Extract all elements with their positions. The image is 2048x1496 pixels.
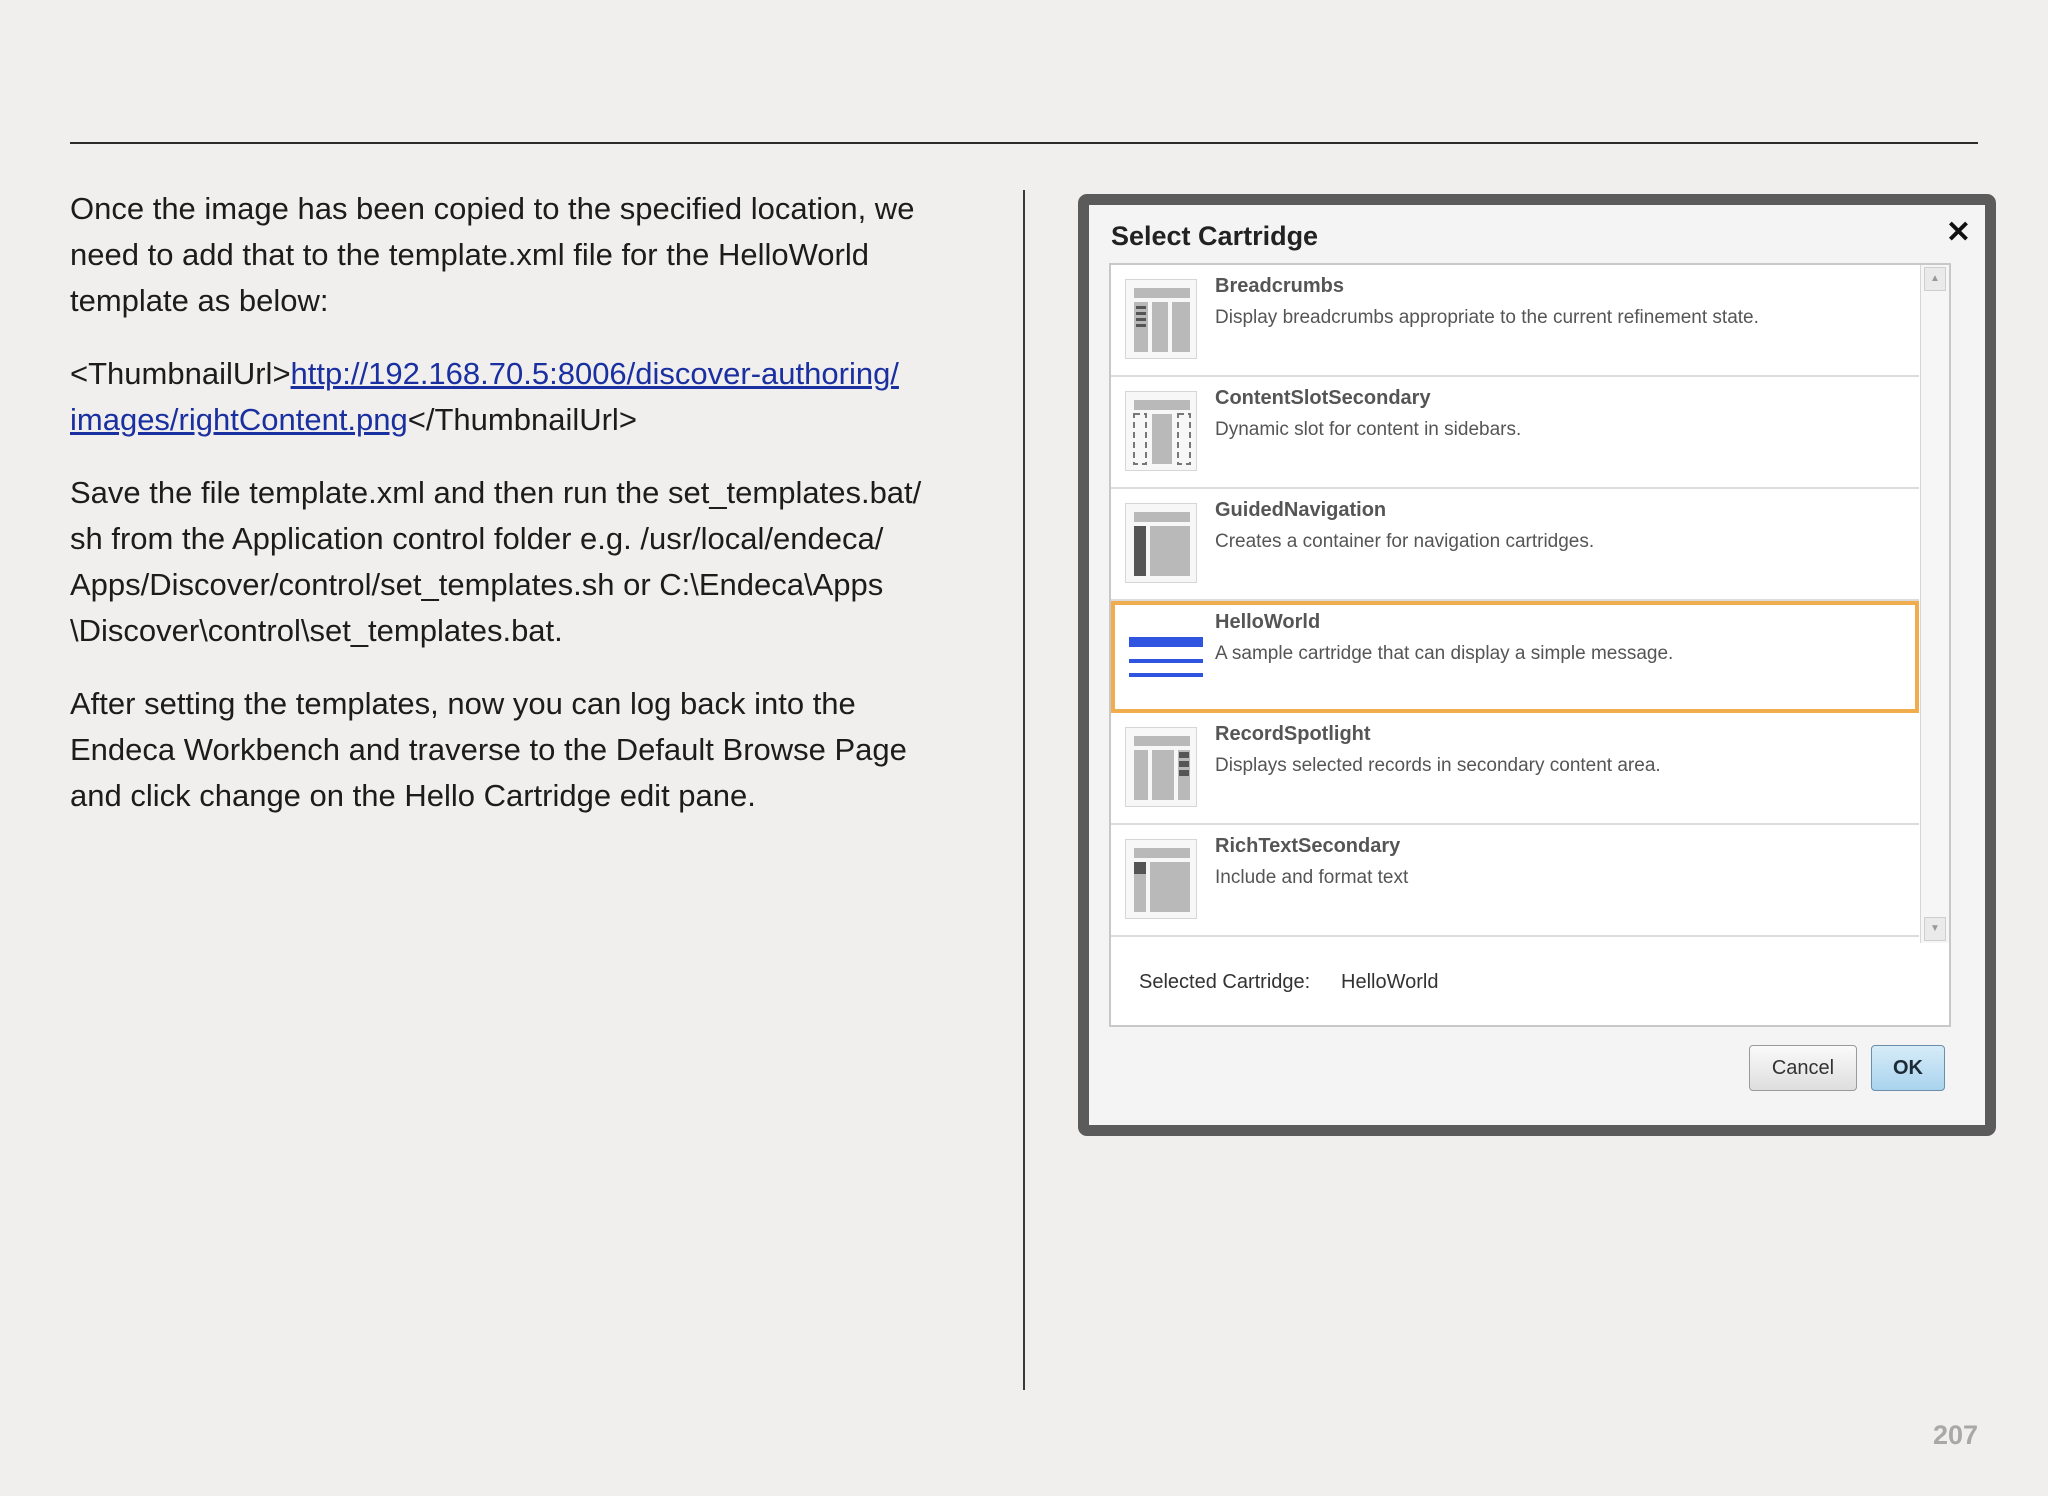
- paragraph-3: [70, 681, 970, 819]
- paragraph-line: \Discover\control\set_templates.bat.: [70, 613, 563, 648]
- cartridge-name: HelloWorld: [1215, 611, 1321, 633]
- cartridge-item-breadcrumbs[interactable]: [1111, 265, 1919, 377]
- cartridge-item-recordspotlight[interactable]: [1111, 713, 1919, 825]
- column-divider: [1023, 190, 1025, 1390]
- selected-cartridge-label: Selected Cartridge:: [1139, 971, 1311, 993]
- cartridge-name: RecordSpotlight: [1215, 723, 1371, 745]
- list-scrollbar[interactable]: [1920, 265, 1949, 943]
- cartridge-description: Dynamic slot for content in sidebars.: [1215, 419, 1522, 440]
- cartridge-description: Creates a container for navigation cartridges.: [1215, 531, 1595, 552]
- cartridge-item-richtextsecondary[interactable]: [1111, 825, 1919, 937]
- cartridge-name: GuidedNavigation: [1215, 499, 1387, 521]
- rich-text-thumbnail-icon: [1125, 839, 1197, 919]
- scroll-down-icon[interactable]: ▼: [1924, 917, 1946, 941]
- cartridge-name: ContentSlotSecondary: [1215, 387, 1431, 409]
- close-icon[interactable]: ✕: [1945, 216, 1971, 249]
- select-cartridge-dialog: [1078, 194, 1996, 1136]
- record-spotlight-thumbnail-icon: [1125, 727, 1197, 807]
- thumbnail-url-link-cont[interactable]: images/rightContent.png: [70, 402, 408, 437]
- paragraph-2: [70, 470, 970, 654]
- cartridge-description: Displays selected records in secondary content area.: [1215, 755, 1661, 776]
- page-number: 207: [1932, 1420, 1978, 1450]
- breadcrumbs-thumbnail-icon: [1125, 279, 1197, 359]
- paragraph-line: Once the image has been copied to the specified location, we: [70, 191, 915, 226]
- paragraph-line: need to add that to the template.xml file for the HelloWorld: [70, 237, 869, 272]
- paragraph-line: Save the file template.xml and then run the set_templates.bat/: [70, 475, 922, 510]
- cartridge-name: Breadcrumbs: [1215, 275, 1344, 297]
- ok-button[interactable]: OK: [1871, 1045, 1945, 1091]
- selected-cartridge-value: HelloWorld: [1341, 971, 1439, 993]
- paragraph-line: and click change on the Hello Cartridge edit pane.: [70, 778, 756, 813]
- cartridge-list: [1109, 263, 1951, 945]
- thumbnail-close-tag: </ThumbnailUrl>: [407, 402, 637, 437]
- cancel-button[interactable]: Cancel: [1749, 1045, 1857, 1091]
- cartridge-item-helloworld[interactable]: [1111, 601, 1919, 713]
- cartridge-description: Include and format text: [1215, 867, 1409, 888]
- paragraph-line: Apps/Discover/control/set_templates.sh or C:\Endeca\Apps: [70, 567, 884, 602]
- paragraph-1: [70, 186, 970, 324]
- thumbnail-xml-line-2: [70, 397, 970, 443]
- paragraph-line: Endeca Workbench and traverse to the Default Browse Page: [70, 732, 907, 767]
- paragraph-line: sh from the Application control folder e.g. /usr/local/endeca/: [70, 521, 884, 556]
- cartridge-item-contentslotsecondary[interactable]: [1111, 377, 1919, 489]
- guided-navigation-thumbnail-icon: [1125, 503, 1197, 583]
- thumbnail-url-link[interactable]: http://192.168.70.5:8006/discover-authoring/: [290, 356, 899, 391]
- header-rule: [70, 142, 1978, 144]
- selected-cartridge-row: [1109, 943, 1951, 1027]
- paragraph-line: template as below:: [70, 283, 329, 318]
- content-slot-thumbnail-icon: [1125, 391, 1197, 471]
- thumbnail-xml-line-1: [70, 351, 970, 397]
- hello-world-thumbnail-icon: [1125, 615, 1197, 695]
- cartridge-description: Display breadcrumbs appropriate to the current refinement state.: [1215, 307, 1759, 328]
- cartridge-item-guidednavigation[interactable]: [1111, 489, 1919, 601]
- paragraph-line: After setting the templates, now you can log back into the: [70, 686, 856, 721]
- body-text: [70, 186, 970, 846]
- scroll-up-icon[interactable]: ▲: [1924, 267, 1946, 291]
- thumbnail-xml: [70, 351, 970, 443]
- thumbnail-open-tag: <ThumbnailUrl>: [70, 356, 291, 391]
- dialog-title: Select Cartridge: [1111, 221, 1319, 251]
- cartridge-description: A sample cartridge that can display a simple message.: [1215, 643, 1674, 664]
- cartridge-name: RichTextSecondary: [1215, 835, 1401, 857]
